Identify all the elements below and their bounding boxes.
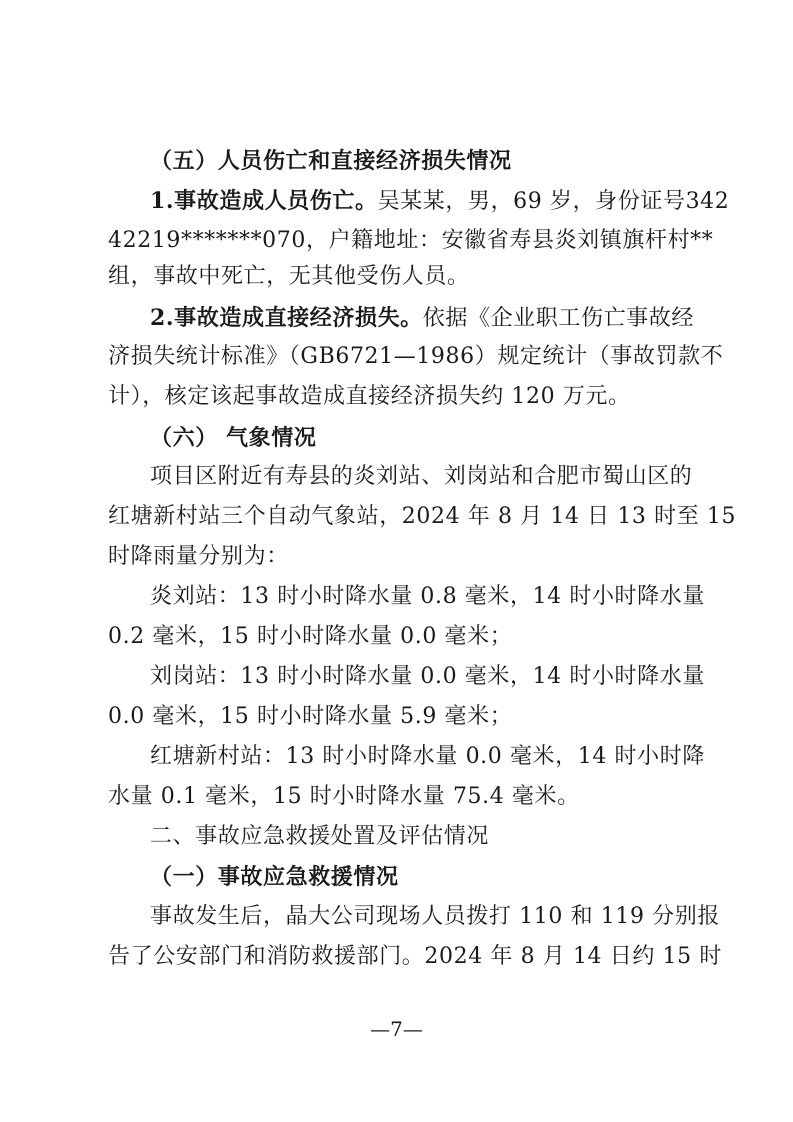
text-economic-loss-line2: 济损失统计标准》（GB6721—1986）规定统计（事故罚款不 [108, 344, 724, 369]
section-heading-rescue-situation: （一）事故应急救援情况 [150, 864, 399, 890]
item-title-economic-loss: 2.事故造成直接经济损失。 [150, 305, 423, 331]
text-yanliu-line1: 炎刘站：13 时小时降水量 0.8 毫米，14 时小时降水量 [150, 584, 705, 609]
paragraph-economic-loss [150, 303, 694, 334]
text-casualties-line2: 42219*******070，户籍地址：安徽省寿县炎刘镇旗杆村** [108, 228, 714, 253]
section-heading-weather: （六） 气象情况 [150, 425, 317, 451]
text-casualties-line3: 组，事故中死亡，无其他受伤人员。 [108, 264, 470, 289]
text-economic-loss-line1: 依据《企业职工伤亡事故经 [422, 306, 694, 331]
text-liugang-line1: 刘岗站：13 时小时降水量 0.0 毫米，14 时小时降水量 [150, 664, 705, 689]
text-weather-line1: 项目区附近有寿县的炎刘站、刘岗站和合肥市蜀山区的 [150, 464, 693, 489]
text-rescue-line1: 事故发生后，晶大公司现场人员拨打 110 和 119 分别报 [150, 904, 720, 929]
text-rescue-line2: 告了公安部门和消防救援部门。2024 年 8 月 14 日约 15 时 [108, 944, 722, 969]
text-hongtang-line2: 水量 0.1 毫米，15 时小时降水量 75.4 毫米。 [108, 784, 580, 809]
text-liugang-line2: 0.0 毫米，15 时小时降水量 5.9 毫米； [108, 704, 513, 729]
text-weather-line2: 红塘新村站三个自动气象站，2024 年 8 月 14 日 13 时至 15 [108, 504, 737, 529]
page-number: —7— [370, 1017, 423, 1041]
section-heading-casualties-losses: （五）人员伤亡和直接经济损失情况 [150, 148, 512, 174]
text-weather-line3: 时降雨量分别为： [108, 544, 289, 569]
part-heading-emergency-rescue: 二、事故应急救援处置及评估情况 [150, 824, 490, 849]
text-hongtang-line1: 红塘新村站：13 时小时降水量 0.0 毫米，14 时小时降 [150, 744, 705, 769]
text-economic-loss-line3: 计），核定该起事故造成直接经济损失约 120 万元。 [108, 384, 631, 409]
text-yanliu-line2: 0.2 毫米，15 时小时降水量 0.0 毫米； [108, 624, 513, 649]
paragraph-casualties [150, 186, 730, 217]
text-casualties-line1: 吴某某，男，69 岁，身份证号342 [377, 189, 730, 214]
item-title-casualties: 1.事故造成人员伤亡。 [150, 188, 378, 214]
